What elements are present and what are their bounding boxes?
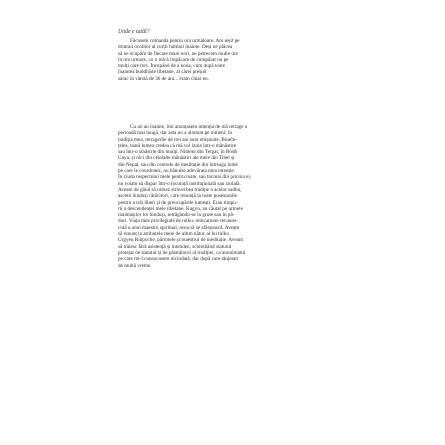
text-line: perioadă mai lungă, dar asta nu a alarmat pe nimeni; în xyxy=(118,130,232,137)
text-line: sărac în vârstă de 36 de ani... eram chiar eu. xyxy=(118,75,209,82)
text-line: În ciuda respectului mele pentru toate, sau tocmai din pricina ei, xyxy=(118,174,252,181)
text-line: de multă vreme. xyxy=(118,262,152,269)
text-line: tradiția mea, retragerile de trei ani sunt obișnuite. Bineîn- xyxy=(118,136,237,143)
text-line: să trăiesc fără asistență și intenden, schimbând statutul xyxy=(118,243,232,250)
text-line: Aveam de gând să urmez străvechea tradiție a acelor sadhu, xyxy=(118,186,242,193)
text-line: Urgyen Rinpoche, părintele și maestrul de meditație. Aveam xyxy=(118,237,243,244)
text-line: sau într-o sihăstrie din munți. Nimeni din Tergar, în Bodh xyxy=(118,149,238,156)
text-line: mulți care trec. Începând de a noua, cum după toate xyxy=(118,63,226,70)
text-line: pentru a trăi liberi și de preocupările lumești. Erau timpu- xyxy=(118,199,238,206)
text-line: nu voiam să dispar într-o locuință instituțională sau izolată. xyxy=(118,180,241,187)
text-line: Cu un an înainte, îmi anunțasem intenția de mă retrage o xyxy=(130,124,248,130)
paragraph-2 xyxy=(118,124,327,269)
text-line: pe care mi-l cunoscusem niciodată, dar după care tânjeam xyxy=(118,256,238,263)
text-line: ascetii hinduși rătăcitori, care renunță la toate posesiunile xyxy=(118,193,237,200)
text-line: pe care le coordonez, nu bănuise adevărata mea intenție. xyxy=(118,168,235,175)
text-line: să renunț la atributele mele de ultim nătuc al lui tulku xyxy=(118,231,229,238)
text-line: duri. Viața mea privilegiată de tulku, reîncarnare recunos- xyxy=(118,218,238,225)
text-line: înaintea buddhiste tibetane, al cărei preșuit xyxy=(118,69,207,76)
text-line: protejat de statutul și de păstrătorul al tradiției, ca anonimatul xyxy=(118,249,246,256)
text-line: Făcusem comanda pentru ora următoare. Am ieșit pe xyxy=(130,38,240,44)
text-line: înaintașilor lor hinduși, retrăgându-se în grote sau în pă- xyxy=(118,212,235,219)
text-line: rii a descendenței mele tibetane, Kagyu, au căutat pe urmele xyxy=(118,205,243,212)
text-line: drumul ocolitor al curții luminii înainte. Deși ne plăcea xyxy=(118,44,233,51)
text-line: din Nepal, sau din centrele de meditație din întreaga lume xyxy=(118,161,238,168)
text-line: în ora urmare, cu o mică împăcare de cumpărat nu pe xyxy=(118,56,229,63)
paragraph-1 xyxy=(118,38,327,82)
text-line: Gaya, și nici din celelalte mănăstiri ale mele din Tibet și xyxy=(118,155,235,162)
text-line: țeles, toată lumea credea că mă voi izola într-o mănăstire xyxy=(118,142,237,149)
section-heading: Unde e tatăl? xyxy=(118,29,150,35)
text-line: să ne ocupăm de fiecare mare nori, ne petrecem multe ore xyxy=(118,50,238,57)
text-line: cută a unui maestru spiritual, avea să se sfârșească. Aveam xyxy=(118,224,240,231)
